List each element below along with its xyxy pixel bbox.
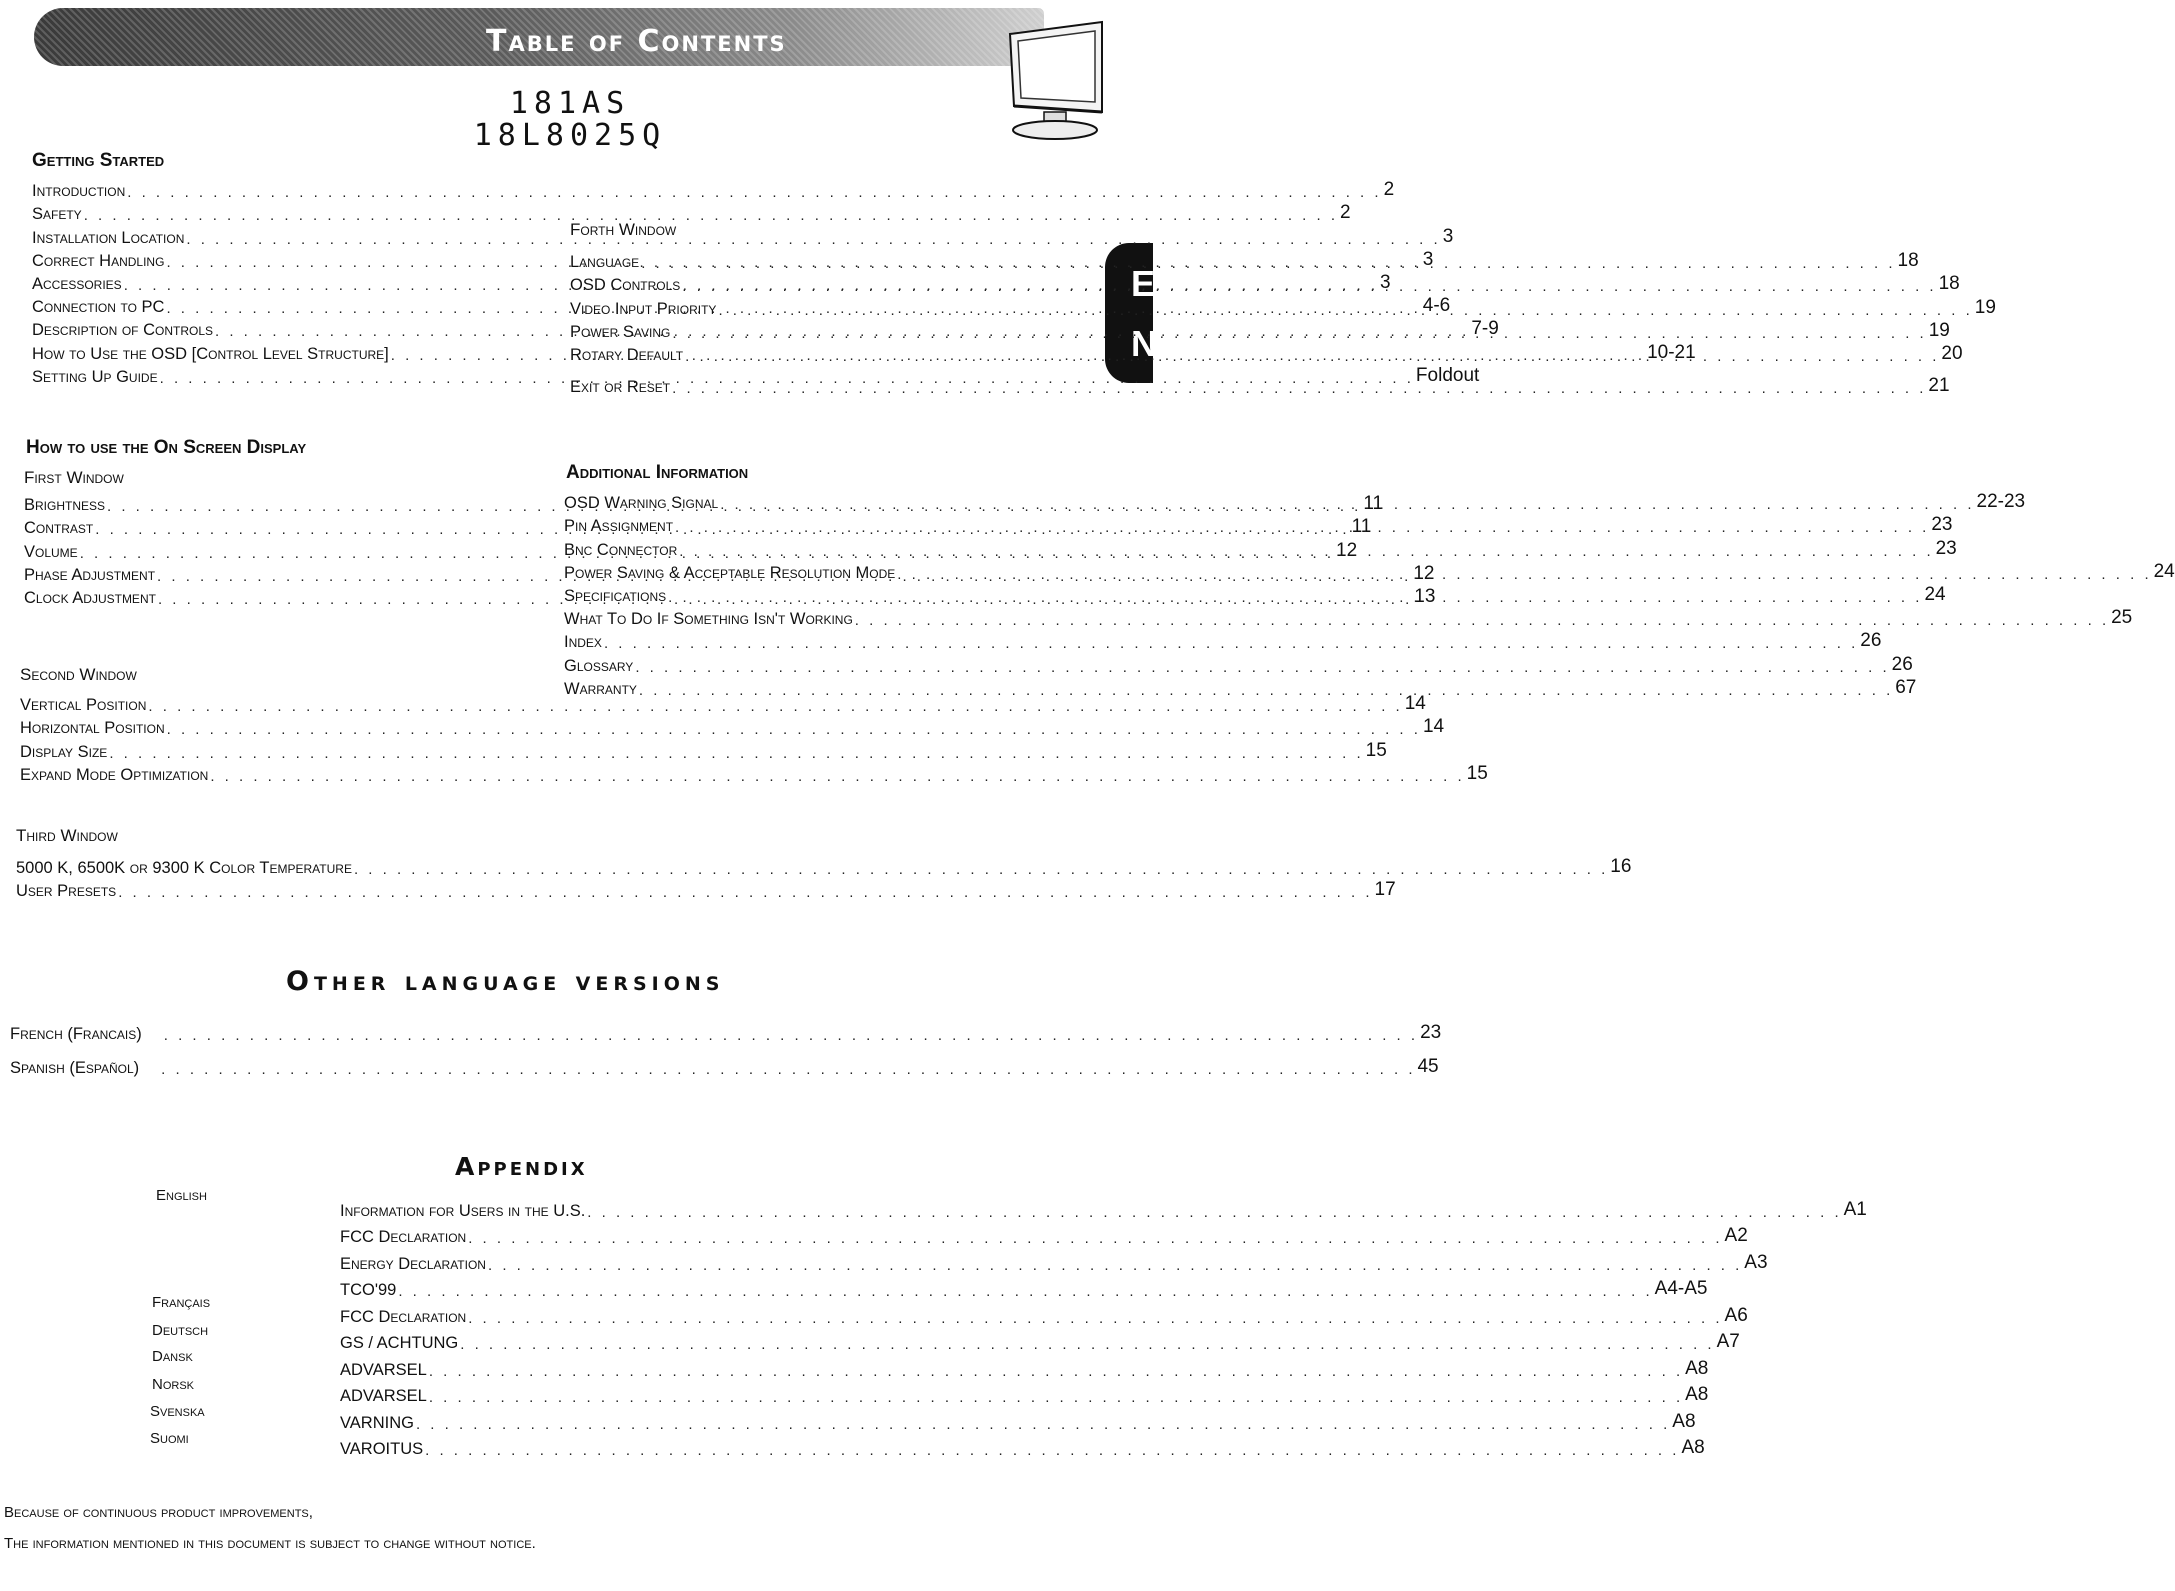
toc-entry[interactable]: Power Saving . . . 19 (570, 319, 1074, 342)
toc-entry[interactable]: Contrast . . . 11 (24, 515, 532, 538)
subsection-title-third-window: Third Window (16, 826, 118, 845)
toc-entry[interactable]: Connection to PC . . . 4-6 (32, 294, 540, 317)
appendix-language: English (156, 1187, 207, 1204)
toc-entry[interactable]: VAROITUS . . . A8 (340, 1433, 938, 1460)
toc-entry[interactable]: Index . . . 26 (564, 629, 1074, 652)
toc-entry[interactable]: FCC Declaration . . . A6 (340, 1300, 938, 1327)
toc-entry[interactable]: ADVARSEL . . . A8 (340, 1380, 938, 1407)
toc-entry[interactable]: Clock Adjustment . . . 13 (24, 585, 532, 608)
toc-second-window (20, 692, 1488, 785)
toc-entry[interactable]: Power Saving & Acceptable Resolution Mode . . . 24 (564, 560, 1074, 583)
toc-other-languages (10, 1010, 1442, 1078)
tab-letter: N (1131, 323, 1157, 364)
model-number: 181AS (509, 86, 631, 121)
model-number: 18L8025Q (473, 118, 667, 153)
appendix-language: Deutsch (152, 1322, 209, 1339)
toc-entry[interactable]: GS / ACHTUNG . . . A7 (340, 1327, 938, 1354)
tab-letter: E (1131, 263, 1156, 304)
appendix-language: Français (152, 1294, 211, 1311)
section-title-appendix: Appendix (455, 1152, 588, 1181)
toc-appendix (340, 1194, 1867, 1459)
toc-entry[interactable]: What To Do If Something Isn't Working . . . 25 (564, 606, 1074, 629)
footer-line: The information mentioned in this document is subject to change without notice. (4, 1535, 536, 1552)
toc-entry[interactable]: Bnc Connector . . . 23 (564, 536, 1074, 559)
toc-entry[interactable]: Setting Up Guide . . . Foldout (32, 364, 540, 387)
toc-entry[interactable]: Energy Declaration . . . A3 (340, 1247, 938, 1274)
section-title-getting-started: Getting Started (32, 150, 165, 171)
toc-entry[interactable]: Video Input Priority . . . 19 (570, 295, 1074, 318)
toc-entry[interactable]: Safety . . . 2 (32, 201, 540, 224)
toc-entry[interactable]: Brightness . . . 11 (24, 492, 532, 515)
toc-entry[interactable]: Glossary . . . 26 (564, 652, 1074, 675)
toc-entry[interactable]: Horizontal Position . . . 14 (20, 715, 528, 738)
appendix-language: Dansk (152, 1348, 193, 1365)
toc-entry[interactable]: Pin Assignment . . . 23 (564, 513, 1074, 536)
toc-entry[interactable]: Exit or Reset . . . 21 (570, 365, 1074, 397)
toc-entry[interactable]: How to Use the OSD [Control Level Structure] . . . 10-21 (32, 340, 540, 363)
toc-entry[interactable]: 5000 K, 6500K or 9300 K Color Temperature . . . 16 (16, 855, 526, 878)
appendix-language: Norsk (152, 1376, 195, 1393)
toc-entry[interactable]: French (Francais) . . . 23 (10, 1010, 525, 1044)
toc-entry[interactable]: Accessories . . . 3 (32, 271, 540, 294)
toc-entry[interactable]: Introduction . . . 2 (32, 178, 540, 201)
header-banner (34, 8, 1044, 66)
toc-entry[interactable]: Expand Mode Optimization . . . 15 (20, 762, 528, 785)
footer-notice (4, 1497, 536, 1559)
toc-entry[interactable]: Vertical Position . . . 14 (20, 692, 528, 715)
toc-entry[interactable]: Phase Adjustment . . . 12 (24, 562, 532, 585)
section-title-other-languages: Other language versions (286, 966, 725, 997)
section-title-osd: How to use the On Screen Display (26, 437, 307, 458)
toc-entry[interactable]: FCC Declaration . . . A2 (340, 1221, 938, 1248)
footer-line: Because of continuous product improvements, (4, 1504, 313, 1521)
toc-entry[interactable]: Information for Users in the U.S. . . . A1 (340, 1194, 938, 1221)
toc-entry[interactable]: Warranty . . . 67 (564, 676, 1074, 699)
appendix-language: Suomi (150, 1430, 189, 1447)
toc-entry[interactable]: Rotary Default . . . 20 (570, 342, 1074, 365)
toc-entry[interactable]: User Presets . . . 17 (16, 878, 526, 901)
toc-entry[interactable]: Description of Controls . . . 7-9 (32, 317, 540, 340)
subsection-title-forth-window: Forth Window (570, 220, 677, 239)
monitor-icon (1000, 14, 1110, 144)
toc-entry[interactable]: OSD Controls . . . 18 (570, 272, 1074, 295)
toc-third-window (16, 855, 1632, 901)
toc-entry[interactable]: Installation Location . . . 3 (32, 224, 540, 247)
toc-entry[interactable]: VARNING . . . A8 (340, 1406, 938, 1433)
toc-entry[interactable]: Specifications . . . 24 (564, 583, 1074, 606)
toc-entry[interactable]: Correct Handling . . . 3 (32, 248, 540, 271)
toc-entry[interactable]: TCO'99 . . . A4-A5 (340, 1274, 938, 1301)
toc-entry[interactable]: ADVARSEL . . . A8 (340, 1353, 938, 1380)
page-title: Table of Contents (486, 24, 787, 59)
section-title-additional: Additional Information (566, 462, 749, 483)
toc-entry[interactable]: Spanish (Español) . . . 45 (10, 1044, 525, 1078)
toc-entry[interactable]: Display Size . . . 15 (20, 738, 528, 761)
model-numbers (420, 88, 720, 152)
appendix-language: Svenska (150, 1403, 205, 1420)
toc-entry[interactable]: Volume . . . 12 (24, 538, 532, 561)
subsection-title-second-window: Second Window (20, 665, 137, 684)
toc-entry[interactable]: OSD Warning Signal . . . 22-23 (564, 490, 1074, 513)
toc-entry[interactable]: Language . . . 18 (570, 249, 1074, 272)
subsection-title-first-window: First Window (24, 468, 124, 487)
